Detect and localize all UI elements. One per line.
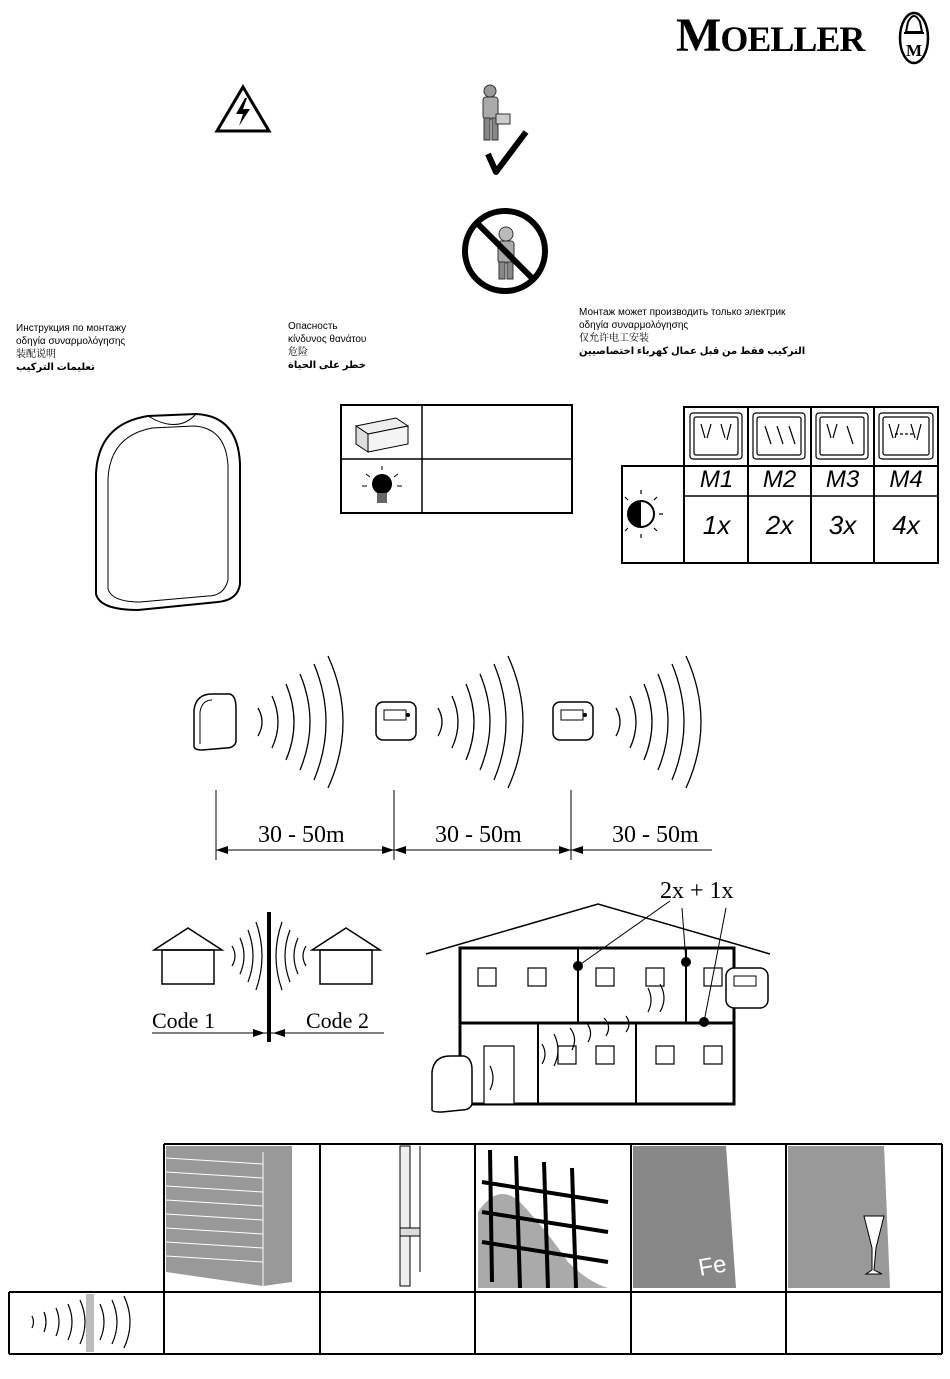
iron-label: Fe	[696, 1250, 729, 1282]
range-label-2: 30 - 50m	[435, 822, 522, 848]
house-installation-diagram	[420, 900, 780, 1120]
glass-material	[788, 1146, 890, 1288]
non-electrician-prohibited-icon	[460, 206, 550, 296]
mode-label-m2: M2	[762, 466, 797, 493]
wood-panel-material	[400, 1146, 420, 1286]
transmitter-small-icon	[194, 694, 236, 750]
mode-count-1: 1x	[702, 510, 731, 540]
mode-count-2: 2x	[765, 510, 794, 540]
materials-table	[8, 1142, 944, 1356]
bell-logo-icon	[895, 8, 945, 72]
wave-through-wall-icon	[32, 1294, 130, 1352]
code-1-label: Code 1	[152, 1008, 215, 1033]
range-label-3: 30 - 50m	[612, 822, 699, 848]
light-sensor-icon	[625, 490, 663, 538]
transmitter-icon-house	[432, 1056, 472, 1112]
house-signal-label: 2x + 1x	[660, 878, 734, 904]
mode-label-m4: M4	[889, 466, 923, 493]
electrician-allowed-icon	[470, 82, 540, 182]
mode-label-m1: M1	[699, 466, 734, 493]
reinforced-concrete-material	[478, 1150, 608, 1288]
brick-wall-material	[166, 1146, 292, 1286]
high-voltage-warning-icon	[214, 84, 272, 134]
mode-label-m3: M3	[825, 466, 860, 493]
logo-letter: M	[905, 41, 923, 60]
electrician-only-text: Монтаж может производить только электрик οδηγία συναρμολόγησης 仅允许电工安装 التركيب فقط من قبل عمال كهرباء اختصاصيين	[579, 307, 806, 357]
mode-count-4: 4x	[892, 510, 920, 540]
repeater-icon-1	[376, 702, 416, 740]
radio-waves	[258, 656, 701, 788]
mode-count-3: 3x	[828, 510, 857, 540]
code-2-label: Code 2	[306, 1008, 369, 1033]
range-label-1: 30 - 50m	[258, 822, 345, 848]
danger-text: Опасность κίνδυνος θανάτου 危险 خطر على الحياة	[288, 321, 367, 371]
repeater-icon-house	[726, 968, 768, 1008]
install-instructions-text: Инструкция по монтажу οδηγία συναρμολόγησης 装配说明 تعليمات التركيب	[16, 323, 127, 373]
package-light-table	[340, 404, 574, 516]
metal-sheet-material	[633, 1146, 736, 1288]
wireless-transmitter-device	[88, 404, 248, 624]
brand-logo-text: MOELLER	[676, 9, 865, 62]
mode-table	[621, 406, 939, 564]
repeater-icon-2	[553, 702, 593, 740]
